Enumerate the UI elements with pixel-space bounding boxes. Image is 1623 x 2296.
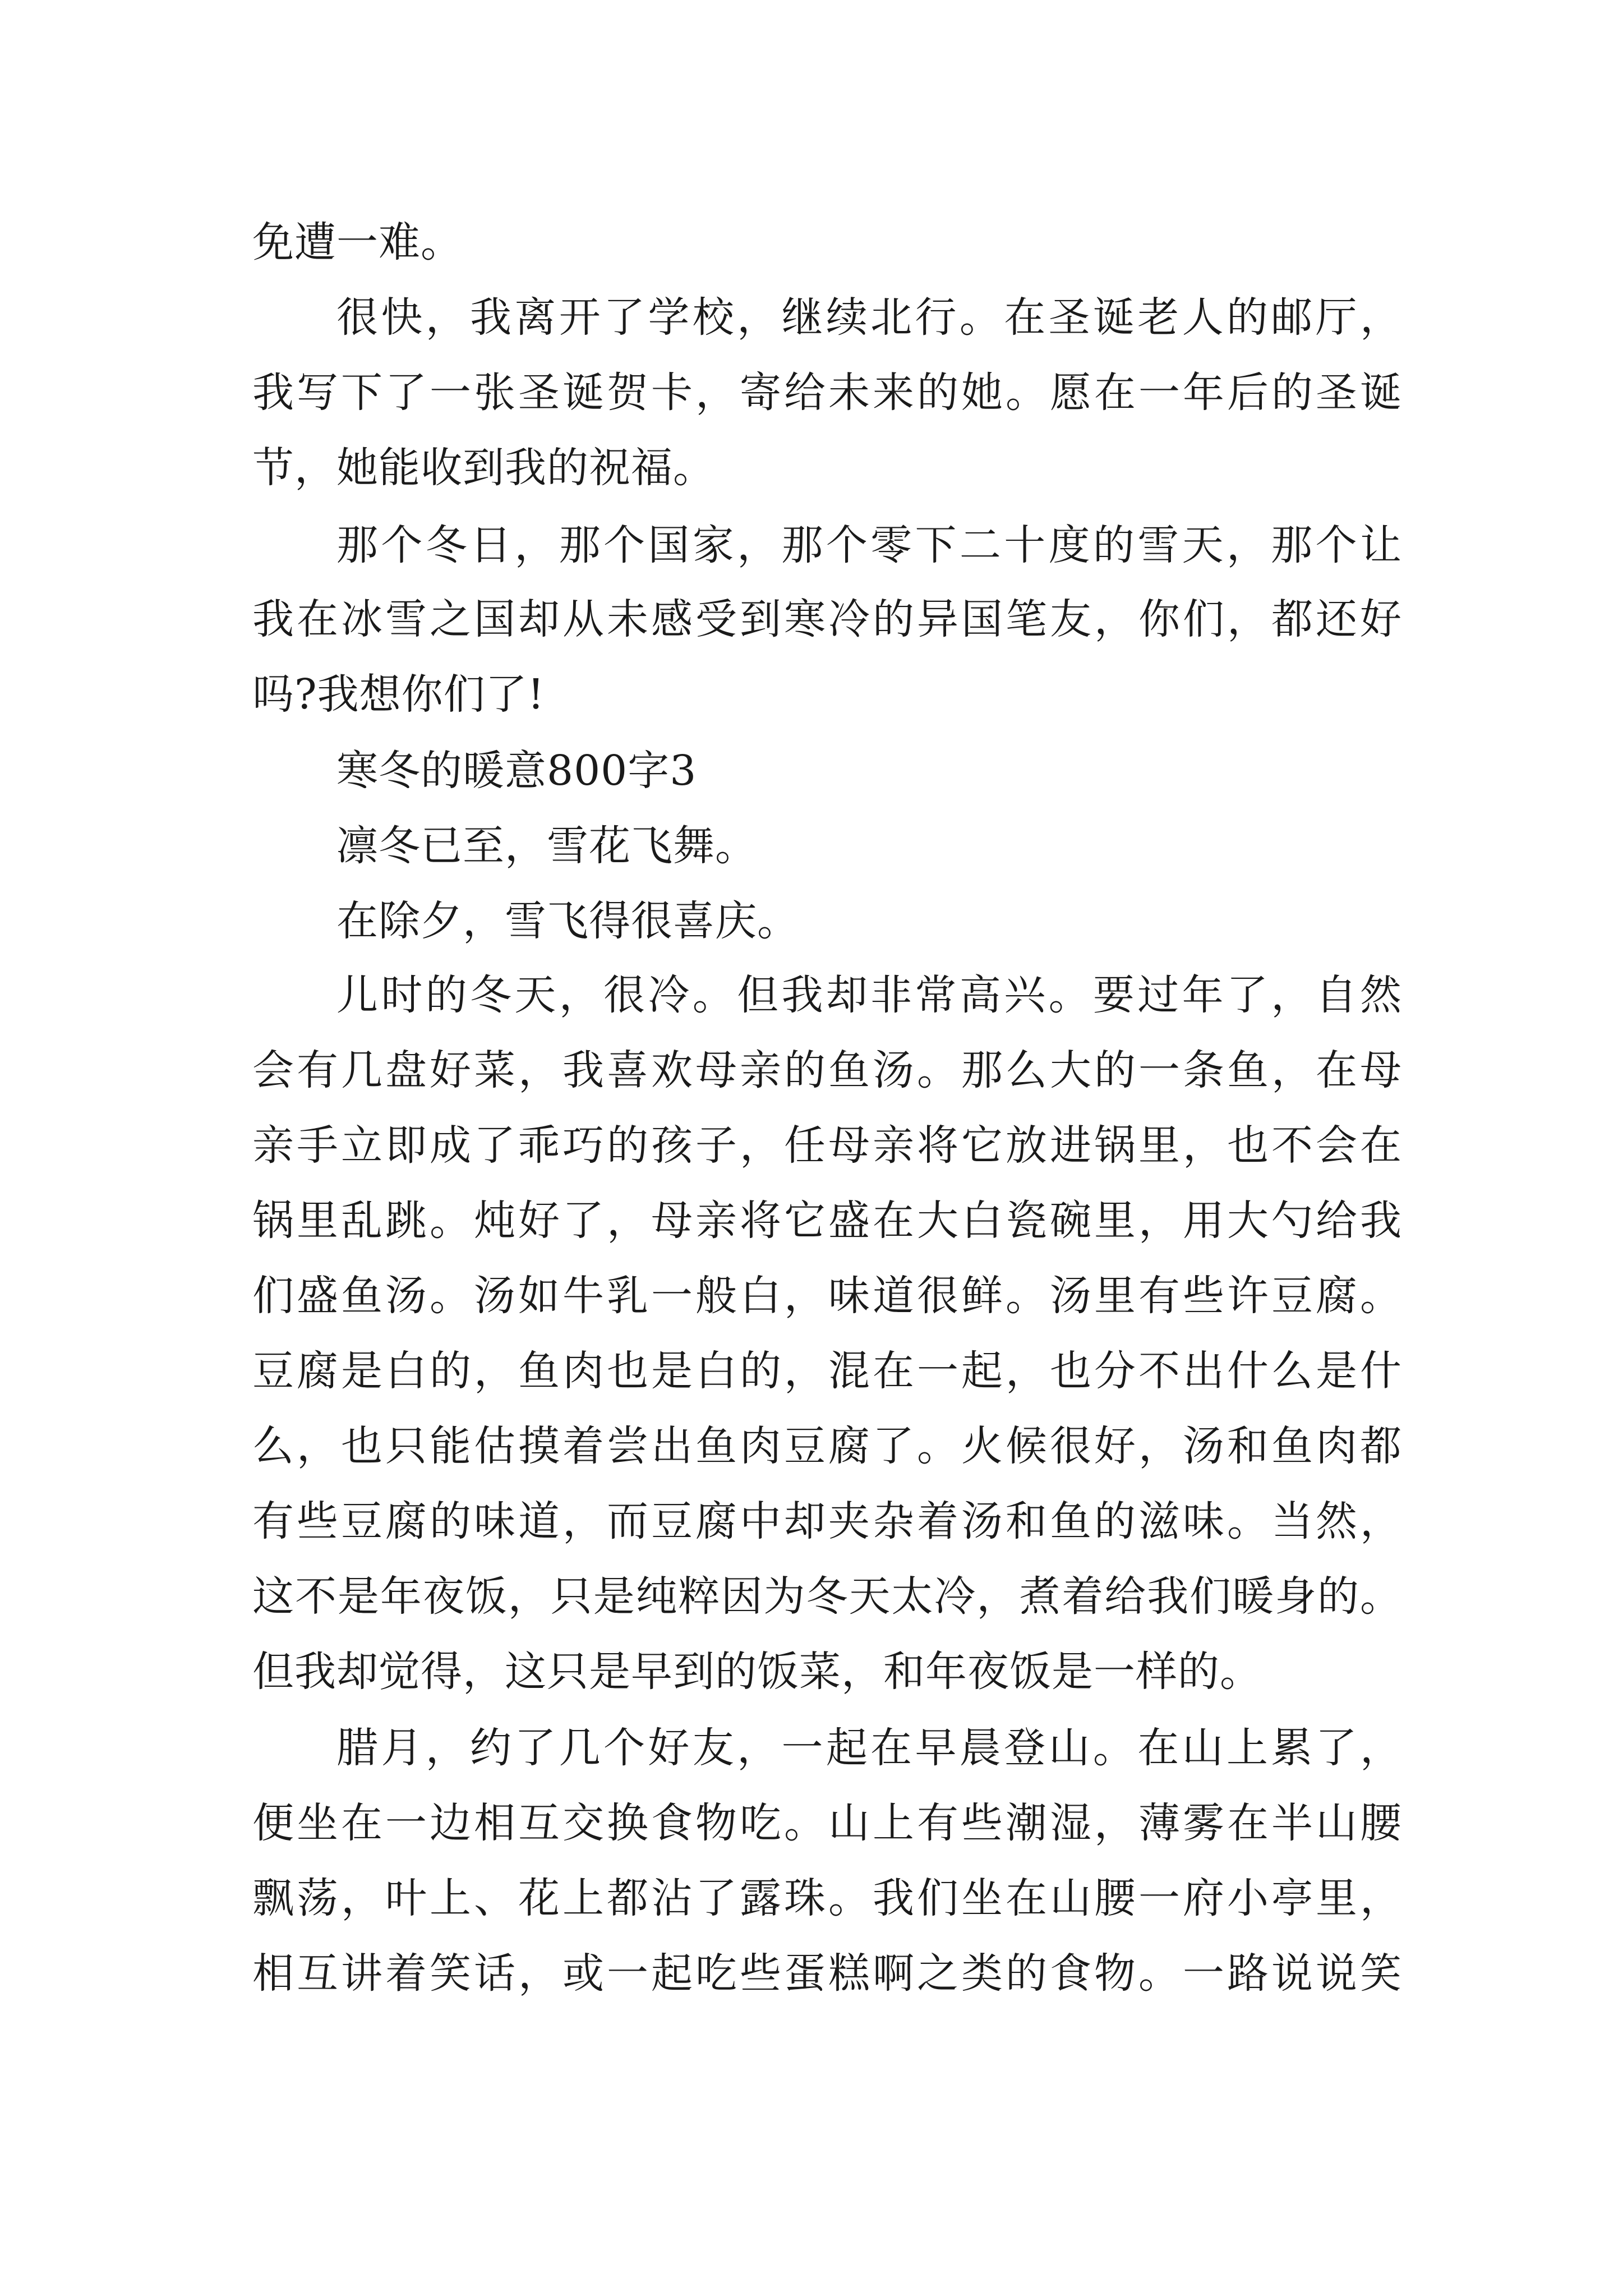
paragraph-first-line: 那个冬日，那个国家，那个零下二十度的雪天，那个让 <box>336 521 1402 569</box>
paragraph-first-line: 很快，我离开了学校，继续北行。在圣诞老人的邮厅， <box>336 293 1402 342</box>
text-line: 相互讲着笑话，或一起吃些蛋糕啊之类的食物。一路说说笑 <box>252 1949 1402 1998</box>
paragraph-first-line: 凛冬已至，雪花飞舞。 <box>336 822 757 870</box>
text-line: 锅里乱跳。炖好了，母亲将它盛在大白瓷碗里，用大勺给我 <box>252 1197 1402 1245</box>
paragraph-first-line: 儿时的冬天，很冷。但我却非常高兴。要过年了，自然 <box>336 971 1402 1019</box>
text-line: 会有几盘好菜，我喜欢母亲的鱼汤。那么大的一条鱼，在母 <box>252 1046 1402 1094</box>
text-line: 有些豆腐的味道，而豆腐中却夹杂着汤和鱼的滋味。当然， <box>252 1497 1402 1545</box>
text-line: 吗?我想你们了! <box>252 670 545 719</box>
text-line: 但我却觉得，这只是早到的饭菜，和年夜饭是一样的。 <box>252 1648 1262 1696</box>
text-line: 我在冰雪之国却从未感受到寒冷的异国笔友，你们，都还好 <box>252 595 1402 643</box>
text-line: 们盛鱼汤。汤如牛乳一般白，味道很鲜。汤里有些许豆腐。 <box>252 1272 1402 1320</box>
text-line: 节，她能收到我的祝福。 <box>252 444 715 492</box>
text-line: 亲手立即成了乖巧的孩子，任母亲将它放进锅里，也不会在 <box>252 1121 1402 1170</box>
text-line: 我写下了一张圣诞贺卡，寄给未来的她。愿在一年后的圣诞 <box>252 369 1402 417</box>
text-line: 飘荡，叶上、花上都沾了露珠。我们坐在山腰一府小亭里， <box>252 1874 1402 1922</box>
paragraph-first-line: 在除夕，雪飞得很喜庆。 <box>336 897 799 945</box>
text-line: 么，也只能估摸着尝出鱼肉豆腐了。火候很好，汤和鱼肉都 <box>252 1422 1402 1470</box>
section-heading: 寒冬的暖意800字3 <box>336 747 697 795</box>
text-line: 免遭一难。 <box>252 218 463 266</box>
text-line: 这不是年夜饭，只是纯粹因为冬天太冷，煮着给我们暖身的。 <box>252 1572 1402 1621</box>
text-line: 豆腐是白的，鱼肉也是白的，混在一起，也分不出什么是什 <box>252 1347 1402 1395</box>
text-line: 便坐在一边相互交换食物吃。山上有些潮湿，薄雾在半山腰 <box>252 1799 1402 1847</box>
paragraph-first-line: 腊月，约了几个好友，一起在早晨登山。在山上累了， <box>336 1724 1402 1772</box>
